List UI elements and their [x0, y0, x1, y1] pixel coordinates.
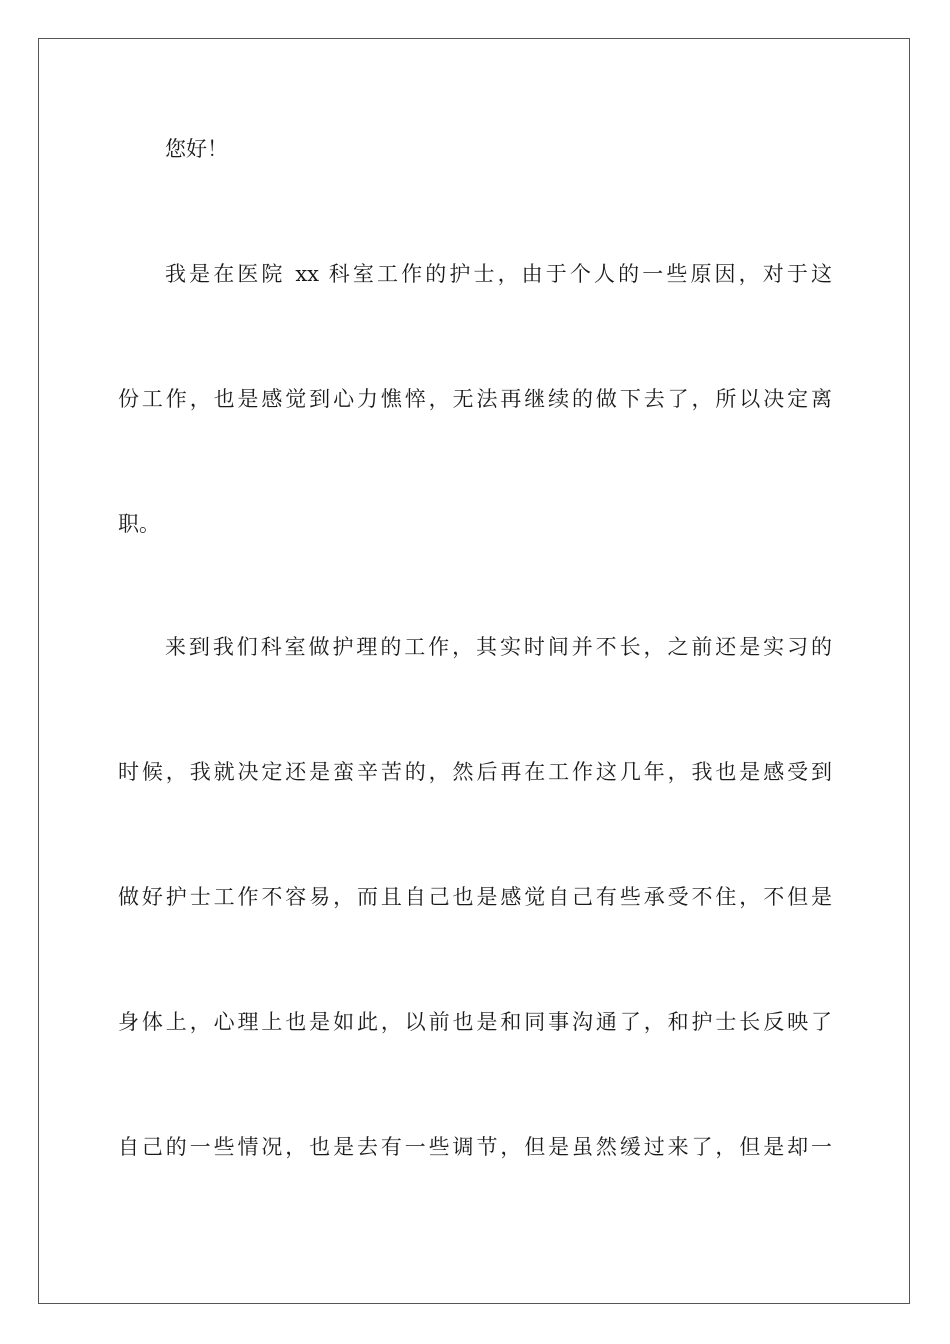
body-line: 时候，我就决定还是蛮辛苦的，然后再在工作这几年，我也是感受到 [118, 760, 832, 784]
body-line: 我是在医院 xx 科室工作的护士，由于个人的一些原因，对于这 [165, 262, 832, 286]
page-border [38, 38, 910, 1304]
body-line: 份工作，也是感觉到心力憔悴，无法再继续的做下去了，所以决定离 [118, 387, 832, 411]
body-line: 职。 [118, 512, 160, 536]
body-line: 做好护士工作不容易，而且自己也是感觉自己有些承受不住，不但是 [118, 885, 832, 909]
body-line: 自己的一些情况，也是去有一些调节，但是虽然缓过来了，但是却一 [118, 1135, 832, 1159]
body-line: 身体上，心理上也是如此，以前也是和同事沟通了，和护士长反映了 [118, 1010, 832, 1034]
body-line: 来到我们科室做护理的工作，其实时间并不长，之前还是实习的 [165, 635, 832, 659]
greeting-line: 您好！ [165, 137, 228, 161]
